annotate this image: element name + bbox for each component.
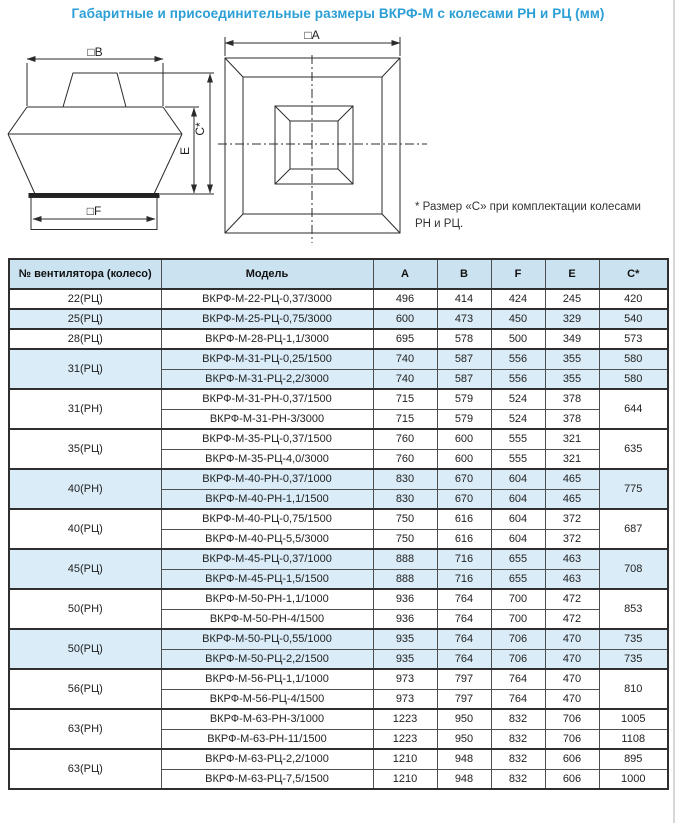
value-b-cell: 587 <box>437 349 491 369</box>
model-cell: ВКРФ-М-50-РЦ-0,55/1000 <box>161 629 373 649</box>
value-a-cell: 888 <box>373 549 437 569</box>
value-b-cell: 764 <box>437 589 491 609</box>
value-b-cell: 950 <box>437 729 491 749</box>
value-f-cell: 832 <box>491 749 545 769</box>
value-b-cell: 587 <box>437 369 491 389</box>
value-e-cell: 706 <box>545 709 599 729</box>
dimensions-table-wrap <box>8 258 668 790</box>
value-e-cell: 472 <box>545 609 599 629</box>
value-f-cell: 556 <box>491 369 545 389</box>
table-row <box>9 509 668 529</box>
value-b-cell: 797 <box>437 689 491 709</box>
value-e-cell: 372 <box>545 509 599 529</box>
page-edge <box>673 0 675 823</box>
value-f-cell: 555 <box>491 449 545 469</box>
model-cell: ВКРФ-М-63-РЦ-2,2/1000 <box>161 749 373 769</box>
value-a-cell: 750 <box>373 529 437 549</box>
value-c-cell: 895 <box>599 749 668 769</box>
value-f-cell: 524 <box>491 389 545 409</box>
value-b-cell: 670 <box>437 489 491 509</box>
dim-label-f: □F <box>86 204 102 218</box>
footnote-line1: * Размер «С» при комплектации колесами <box>415 201 641 213</box>
value-e-cell: 378 <box>545 389 599 409</box>
value-a-cell: 936 <box>373 609 437 629</box>
model-cell: ВКРФ-М-25-РЦ-0,75/3000 <box>161 309 373 329</box>
value-a-cell: 830 <box>373 489 437 509</box>
value-c-cell: 1000 <box>599 769 668 789</box>
dim-label-a: □A <box>304 28 320 42</box>
value-b-cell: 716 <box>437 569 491 589</box>
table-row <box>9 309 668 329</box>
fan-number-cell: 31(РН) <box>9 389 161 429</box>
value-c-cell: 580 <box>599 369 668 389</box>
dim-label-c: C* <box>193 122 207 136</box>
value-b-cell: 579 <box>437 409 491 429</box>
value-e-cell: 355 <box>545 369 599 389</box>
value-f-cell: 764 <box>491 669 545 689</box>
table-row <box>9 749 668 769</box>
value-a-cell: 1223 <box>373 709 437 729</box>
table-row <box>9 329 668 349</box>
value-e-cell: 378 <box>545 409 599 429</box>
value-c-cell: 580 <box>599 349 668 369</box>
value-e-cell: 463 <box>545 569 599 589</box>
table-row <box>9 429 668 449</box>
value-e-cell: 349 <box>545 329 599 349</box>
dimensions-table-body <box>9 289 668 789</box>
fan-side-view <box>8 59 214 230</box>
value-f-cell: 556 <box>491 349 545 369</box>
value-e-cell: 606 <box>545 769 599 789</box>
fan-top-view <box>218 37 427 243</box>
value-c-cell: 635 <box>599 429 668 469</box>
dim-label-e: E <box>178 146 192 156</box>
fan-number-cell: 63(РЦ) <box>9 749 161 789</box>
column-header-e: E <box>545 259 599 289</box>
value-f-cell: 604 <box>491 489 545 509</box>
table-row <box>9 389 668 409</box>
value-b-cell: 716 <box>437 549 491 569</box>
value-b-cell: 764 <box>437 649 491 669</box>
value-a-cell: 715 <box>373 389 437 409</box>
value-b-cell: 578 <box>437 329 491 349</box>
model-cell: ВКРФ-М-28-РЦ-1,1/3000 <box>161 329 373 349</box>
model-cell: ВКРФ-М-63-РЦ-7,5/1500 <box>161 769 373 789</box>
model-cell: ВКРФ-М-50-РН-4/1500 <box>161 609 373 629</box>
value-e-cell: 470 <box>545 649 599 669</box>
header-row <box>9 259 668 289</box>
value-e-cell: 706 <box>545 729 599 749</box>
value-b-cell: 670 <box>437 469 491 489</box>
model-cell: ВКРФ-М-45-РЦ-1,5/1500 <box>161 569 373 589</box>
table-row <box>9 289 668 309</box>
value-b-cell: 600 <box>437 449 491 469</box>
value-b-cell: 600 <box>437 429 491 449</box>
value-e-cell: 321 <box>545 429 599 449</box>
fan-number-cell: 28(РЦ) <box>9 329 161 349</box>
value-e-cell: 470 <box>545 669 599 689</box>
value-a-cell: 496 <box>373 289 437 309</box>
value-f-cell: 832 <box>491 709 545 729</box>
value-e-cell: 465 <box>545 489 599 509</box>
column-header-fan-number: № вентилятора (колесо) <box>9 259 161 289</box>
value-f-cell: 655 <box>491 569 545 589</box>
column-header-model: Модель <box>161 259 373 289</box>
value-e-cell: 355 <box>545 349 599 369</box>
table-row <box>9 589 668 609</box>
fan-number-cell: 40(РЦ) <box>9 509 161 549</box>
value-a-cell: 888 <box>373 569 437 589</box>
value-c-cell: 853 <box>599 589 668 629</box>
value-f-cell: 604 <box>491 529 545 549</box>
value-b-cell: 579 <box>437 389 491 409</box>
model-cell: ВКРФ-М-56-РЦ-4/1500 <box>161 689 373 709</box>
value-a-cell: 750 <box>373 509 437 529</box>
value-a-cell: 600 <box>373 309 437 329</box>
fan-number-cell: 50(РН) <box>9 589 161 629</box>
value-a-cell: 830 <box>373 469 437 489</box>
value-e-cell: 470 <box>545 689 599 709</box>
fan-number-cell: 22(РЦ) <box>9 289 161 309</box>
value-a-cell: 1210 <box>373 749 437 769</box>
value-e-cell: 470 <box>545 629 599 649</box>
value-b-cell: 414 <box>437 289 491 309</box>
value-f-cell: 700 <box>491 589 545 609</box>
value-b-cell: 473 <box>437 309 491 329</box>
page-title: Габаритные и присоединительные размеры ВКРФ-М с колесами РН и РЦ (мм) <box>71 6 605 21</box>
value-f-cell: 500 <box>491 329 545 349</box>
value-c-cell: 573 <box>599 329 668 349</box>
value-b-cell: 616 <box>437 509 491 529</box>
table-row <box>9 549 668 569</box>
model-cell: ВКРФ-М-40-РН-0,37/1000 <box>161 469 373 489</box>
model-cell: ВКРФ-М-31-РН-0,37/1500 <box>161 389 373 409</box>
fan-number-cell: 63(РН) <box>9 709 161 749</box>
value-c-cell: 687 <box>599 509 668 549</box>
fan-number-cell: 56(РЦ) <box>9 669 161 709</box>
model-cell: ВКРФ-М-50-РН-1,1/1000 <box>161 589 373 609</box>
model-cell: ВКРФ-М-31-РН-3/3000 <box>161 409 373 429</box>
footnote <box>415 199 671 233</box>
model-cell: ВКРФ-М-45-РЦ-0,37/1000 <box>161 549 373 569</box>
column-header-b: B <box>437 259 491 289</box>
value-c-cell: 420 <box>599 289 668 309</box>
value-a-cell: 936 <box>373 589 437 609</box>
value-a-cell: 695 <box>373 329 437 349</box>
value-e-cell: 329 <box>545 309 599 329</box>
fan-number-cell: 45(РЦ) <box>9 549 161 589</box>
fan-number-cell: 50(РЦ) <box>9 629 161 669</box>
value-c-cell: 735 <box>599 629 668 649</box>
value-b-cell: 616 <box>437 529 491 549</box>
model-cell: ВКРФ-М-35-РЦ-0,37/1500 <box>161 429 373 449</box>
value-b-cell: 764 <box>437 609 491 629</box>
table-row <box>9 349 668 369</box>
table-row <box>9 469 668 489</box>
value-f-cell: 450 <box>491 309 545 329</box>
value-a-cell: 740 <box>373 349 437 369</box>
value-c-cell: 1108 <box>599 729 668 749</box>
table-row <box>9 709 668 729</box>
value-a-cell: 740 <box>373 369 437 389</box>
model-cell: ВКРФ-М-31-РЦ-2,2/3000 <box>161 369 373 389</box>
value-a-cell: 935 <box>373 649 437 669</box>
value-b-cell: 764 <box>437 629 491 649</box>
column-header-f: F <box>491 259 545 289</box>
value-c-cell: 1005 <box>599 709 668 729</box>
value-f-cell: 555 <box>491 429 545 449</box>
model-cell: ВКРФ-М-40-РН-1,1/1500 <box>161 489 373 509</box>
value-c-cell: 735 <box>599 649 668 669</box>
value-e-cell: 606 <box>545 749 599 769</box>
value-c-cell: 540 <box>599 309 668 329</box>
value-c-cell: 644 <box>599 389 668 429</box>
table-row <box>9 669 668 689</box>
value-e-cell: 465 <box>545 469 599 489</box>
model-cell: ВКРФ-М-63-РН-11/1500 <box>161 729 373 749</box>
value-a-cell: 760 <box>373 429 437 449</box>
footnote-line2: РН и РЦ. <box>415 218 464 230</box>
value-f-cell: 832 <box>491 729 545 749</box>
value-f-cell: 700 <box>491 609 545 629</box>
model-cell: ВКРФ-М-40-РЦ-5,5/3000 <box>161 529 373 549</box>
value-a-cell: 935 <box>373 629 437 649</box>
column-header-c: C* <box>599 259 668 289</box>
value-e-cell: 321 <box>545 449 599 469</box>
value-b-cell: 797 <box>437 669 491 689</box>
dim-label-b: □B <box>87 45 103 59</box>
value-a-cell: 1210 <box>373 769 437 789</box>
value-a-cell: 760 <box>373 449 437 469</box>
value-a-cell: 973 <box>373 669 437 689</box>
model-cell: ВКРФ-М-22-РЦ-0,37/3000 <box>161 289 373 309</box>
dimensions-table <box>8 258 669 790</box>
value-f-cell: 604 <box>491 509 545 529</box>
model-cell: ВКРФ-М-35-РЦ-4,0/3000 <box>161 449 373 469</box>
value-f-cell: 655 <box>491 549 545 569</box>
value-a-cell: 1223 <box>373 729 437 749</box>
value-e-cell: 463 <box>545 549 599 569</box>
value-f-cell: 706 <box>491 629 545 649</box>
value-e-cell: 372 <box>545 529 599 549</box>
value-e-cell: 245 <box>545 289 599 309</box>
fan-number-cell: 40(РН) <box>9 469 161 509</box>
value-c-cell: 810 <box>599 669 668 709</box>
value-f-cell: 604 <box>491 469 545 489</box>
value-f-cell: 524 <box>491 409 545 429</box>
value-b-cell: 948 <box>437 749 491 769</box>
value-f-cell: 764 <box>491 689 545 709</box>
table-row <box>9 629 668 649</box>
value-e-cell: 472 <box>545 589 599 609</box>
value-f-cell: 706 <box>491 649 545 669</box>
value-a-cell: 973 <box>373 689 437 709</box>
value-c-cell: 775 <box>599 469 668 509</box>
fan-number-cell: 25(РЦ) <box>9 309 161 329</box>
fan-number-cell: 31(РЦ) <box>9 349 161 389</box>
value-f-cell: 424 <box>491 289 545 309</box>
fan-number-cell: 35(РЦ) <box>9 429 161 469</box>
model-cell: ВКРФ-М-50-РЦ-2,2/1500 <box>161 649 373 669</box>
model-cell: ВКРФ-М-40-РЦ-0,75/1500 <box>161 509 373 529</box>
model-cell: ВКРФ-М-63-РН-3/1000 <box>161 709 373 729</box>
model-cell: ВКРФ-М-56-РЦ-1,1/1000 <box>161 669 373 689</box>
model-cell: ВКРФ-М-31-РЦ-0,25/1500 <box>161 349 373 369</box>
column-header-a: A <box>373 259 437 289</box>
value-a-cell: 715 <box>373 409 437 429</box>
value-f-cell: 832 <box>491 769 545 789</box>
value-c-cell: 708 <box>599 549 668 589</box>
value-b-cell: 948 <box>437 769 491 789</box>
value-b-cell: 950 <box>437 709 491 729</box>
